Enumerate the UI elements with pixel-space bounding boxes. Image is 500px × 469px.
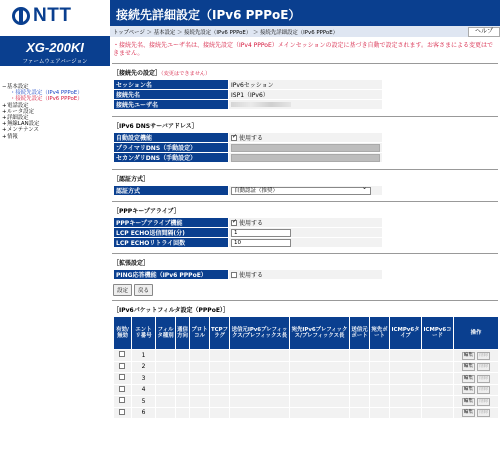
auth-method-select[interactable]: 自動認証（推奨） ⌄ bbox=[231, 187, 371, 195]
table-cell bbox=[422, 396, 454, 408]
delete-button[interactable]: 削除 bbox=[479, 352, 489, 358]
enable-checkbox[interactable] bbox=[119, 409, 125, 415]
table-row bbox=[114, 407, 499, 419]
table-cell bbox=[390, 373, 422, 385]
table-cell bbox=[230, 373, 290, 385]
main-content bbox=[110, 38, 500, 419]
primary-dns-label: プライマリDNS（手動設定） bbox=[114, 143, 229, 153]
table-row bbox=[114, 100, 383, 110]
entry-number: 4 bbox=[132, 384, 156, 396]
table-cell bbox=[156, 373, 176, 385]
edit-button[interactable]: 編集 bbox=[463, 375, 473, 381]
table-cell bbox=[176, 350, 190, 362]
expand-icon[interactable]: + bbox=[2, 108, 7, 115]
table-cell bbox=[290, 361, 350, 373]
table-cell bbox=[390, 407, 422, 419]
edit-button[interactable]: 編集 bbox=[463, 398, 473, 404]
auth-section-title: ［認証方式］ bbox=[113, 176, 150, 183]
column-header: TCPフラグ bbox=[210, 317, 230, 350]
expand-icon[interactable]: + bbox=[2, 127, 7, 134]
ping-response-label: PING応答機能（IPv6 PPPoE） bbox=[114, 270, 229, 280]
entry-number: 3 bbox=[132, 373, 156, 385]
table-row bbox=[114, 396, 499, 408]
table-row bbox=[114, 384, 499, 396]
connection-table bbox=[113, 79, 383, 110]
divider bbox=[112, 300, 498, 301]
table-cell bbox=[230, 384, 290, 396]
notice-text: ・接続先名、接続先ユーザ名は、接続先設定（IPv4 PPPoE）メインセッションの設定に基づき自動で設定されます。お客さまによる変更はできません。 bbox=[113, 42, 494, 57]
table-row bbox=[114, 228, 383, 238]
expand-icon[interactable]: + bbox=[2, 115, 7, 122]
table-cell bbox=[454, 350, 499, 362]
auth-method-cell bbox=[229, 186, 383, 196]
extended-table bbox=[113, 269, 383, 280]
set-button[interactable]: 設定 bbox=[113, 284, 132, 296]
divider bbox=[112, 201, 498, 202]
nav-item-label: 情報 bbox=[7, 133, 18, 140]
delete-button[interactable]: 削除 bbox=[479, 387, 489, 393]
table-cell bbox=[156, 384, 176, 396]
connection-title: ［接続先の設定］ bbox=[113, 70, 162, 77]
table-cell bbox=[290, 407, 350, 419]
table-cell bbox=[210, 361, 230, 373]
dns-auto-text: 使用する bbox=[239, 135, 264, 142]
redacted-username bbox=[231, 102, 291, 107]
ping-response-cell bbox=[229, 270, 383, 280]
keepalive-func-text: 使用する bbox=[239, 220, 264, 227]
nav-item-label: 基本設定 bbox=[7, 84, 29, 90]
table-cell bbox=[156, 361, 176, 373]
nav-item-label: ルータ設定 bbox=[7, 108, 34, 115]
table-cell bbox=[176, 361, 190, 373]
secondary-dns-input[interactable] bbox=[231, 154, 380, 162]
sidebar bbox=[0, 0, 110, 469]
table-cell bbox=[370, 373, 390, 385]
lcp-retry-label: LCP ECHOリトライ回数 bbox=[114, 238, 229, 248]
enable-checkbox[interactable] bbox=[119, 374, 125, 380]
firmware-version-label: ファームウェアバージョン bbox=[22, 59, 88, 65]
keepalive-table bbox=[113, 217, 383, 248]
keepalive-func-cell bbox=[229, 218, 383, 228]
action-buttons bbox=[110, 280, 500, 300]
enable-checkbox[interactable] bbox=[119, 386, 125, 392]
table-cell bbox=[350, 350, 370, 362]
edit-button[interactable]: 編集 bbox=[463, 364, 473, 370]
logo-text: NTT bbox=[33, 5, 72, 26]
column-header: 宛先ポート bbox=[370, 317, 390, 350]
entry-number: 6 bbox=[132, 407, 156, 419]
nav-item-label: 電話設定 bbox=[7, 102, 29, 109]
collapse-icon[interactable]: − bbox=[2, 84, 7, 90]
table-cell bbox=[230, 350, 290, 362]
lcp-retry-cell bbox=[229, 238, 383, 248]
entry-number: 2 bbox=[132, 361, 156, 373]
table-row bbox=[114, 270, 383, 280]
enable-checkbox[interactable] bbox=[119, 397, 125, 403]
table-cell bbox=[370, 361, 390, 373]
lcp-retry-input[interactable]: 10 bbox=[231, 239, 291, 247]
table-cell bbox=[190, 384, 210, 396]
column-header: 操作 bbox=[454, 317, 499, 350]
table-cell bbox=[190, 350, 210, 362]
table-cell bbox=[190, 396, 210, 408]
table-cell bbox=[114, 407, 132, 419]
keepalive-section bbox=[110, 206, 500, 248]
table-cell bbox=[114, 361, 132, 373]
table-row bbox=[114, 90, 383, 100]
table-cell bbox=[290, 384, 350, 396]
table-cell bbox=[114, 373, 132, 385]
column-header: ICMPv6タイプ bbox=[390, 317, 422, 350]
delete-button[interactable]: 削除 bbox=[479, 375, 489, 381]
divider bbox=[112, 169, 498, 170]
model-banner bbox=[0, 36, 110, 66]
lcp-interval-cell bbox=[229, 228, 383, 238]
connection-warn: （変更はできません） bbox=[161, 71, 211, 77]
auth-section bbox=[110, 174, 500, 196]
table-row bbox=[114, 133, 383, 143]
table-cell bbox=[290, 396, 350, 408]
table-cell bbox=[454, 373, 499, 385]
table-row bbox=[114, 218, 383, 228]
table-cell bbox=[350, 384, 370, 396]
table-cell bbox=[422, 407, 454, 419]
table-cell bbox=[390, 384, 422, 396]
table-cell bbox=[422, 350, 454, 362]
table-cell bbox=[156, 396, 176, 408]
bullet-icon: ・ bbox=[10, 96, 16, 103]
table-cell bbox=[230, 361, 290, 373]
table-cell bbox=[350, 407, 370, 419]
dns-table bbox=[113, 132, 383, 163]
table-row bbox=[114, 361, 499, 373]
edit-button[interactable]: 編集 bbox=[463, 387, 473, 393]
edit-button[interactable]: 編集 bbox=[463, 410, 473, 416]
table-cell bbox=[210, 384, 230, 396]
column-header: 送信元ポート bbox=[350, 317, 370, 350]
enable-checkbox[interactable] bbox=[119, 351, 125, 357]
table-cell bbox=[156, 407, 176, 419]
table-cell bbox=[370, 350, 390, 362]
table-cell bbox=[156, 350, 176, 362]
enable-checkbox[interactable] bbox=[119, 363, 125, 369]
table-cell bbox=[370, 384, 390, 396]
table-cell bbox=[210, 373, 230, 385]
table-cell bbox=[210, 396, 230, 408]
nav-item-label: 接続先設定（IPv6 PPPoE） bbox=[15, 96, 83, 103]
column-header: プロトコル bbox=[190, 317, 210, 350]
table-cell bbox=[422, 384, 454, 396]
primary-dns-cell bbox=[229, 143, 383, 153]
session-name-label: セッション名 bbox=[114, 80, 229, 90]
table-cell bbox=[210, 350, 230, 362]
help-button[interactable]: ヘルプ bbox=[468, 27, 500, 37]
expand-icon[interactable]: + bbox=[2, 102, 7, 109]
nav-item-label: メンテナンス bbox=[7, 127, 39, 134]
table-row bbox=[114, 350, 499, 362]
column-header: フィルタ種別 bbox=[156, 317, 176, 350]
column-header: 宛先IPv6プレフィックス/プレフィックス長 bbox=[290, 317, 350, 350]
table-cell bbox=[290, 350, 350, 362]
nav-tree bbox=[2, 84, 83, 140]
divider bbox=[112, 116, 498, 117]
table-row bbox=[114, 186, 383, 196]
table-cell bbox=[176, 384, 190, 396]
table-cell bbox=[114, 396, 132, 408]
table-cell bbox=[114, 350, 132, 362]
table-cell bbox=[190, 361, 210, 373]
connection-section-title bbox=[113, 68, 497, 77]
column-header: 送信元IPv6プレフィックス/プレフィックス長 bbox=[230, 317, 290, 350]
filter-header-row bbox=[114, 317, 499, 350]
page-header bbox=[110, 0, 500, 26]
column-header: エントリ番号 bbox=[132, 317, 156, 350]
keepalive-func-label: PPPキープアライブ機能 bbox=[114, 218, 229, 228]
edit-button[interactable]: 編集 bbox=[463, 352, 473, 358]
delete-button[interactable]: 削除 bbox=[479, 398, 489, 404]
connection-user-label: 接続先ユーザ名 bbox=[114, 100, 229, 110]
secondary-dns-cell bbox=[229, 153, 383, 163]
ntt-logo bbox=[0, 0, 110, 32]
secondary-dns-label: セカンダリDNS（手動設定） bbox=[114, 153, 229, 163]
ping-response-text: 使用する bbox=[239, 272, 264, 279]
table-cell bbox=[454, 396, 499, 408]
table-cell bbox=[454, 384, 499, 396]
lcp-interval-label: LCP ECHO送信間隔(分) bbox=[114, 228, 229, 238]
divider bbox=[112, 253, 498, 254]
table-cell bbox=[230, 396, 290, 408]
table-cell bbox=[422, 373, 454, 385]
keepalive-section-title: ［PPPキープアライブ］ bbox=[113, 208, 180, 215]
breadcrumb-bar bbox=[110, 26, 500, 37]
expand-icon[interactable]: + bbox=[2, 133, 7, 140]
dns-section bbox=[110, 121, 500, 163]
page-title: 接続先詳細設定（IPv6 PPPoE） bbox=[116, 8, 301, 22]
table-cell bbox=[454, 407, 499, 419]
nav-item-label: 詳細設定 bbox=[7, 115, 29, 122]
delete-button[interactable]: 削除 bbox=[479, 364, 489, 370]
table-row bbox=[114, 80, 383, 90]
table-row bbox=[114, 238, 383, 248]
dns-auto-label: 自動設定機能 bbox=[114, 133, 229, 143]
table-row bbox=[114, 153, 383, 163]
table-row bbox=[114, 373, 499, 385]
table-cell bbox=[290, 373, 350, 385]
table-cell bbox=[176, 373, 190, 385]
table-cell bbox=[350, 361, 370, 373]
filter-section bbox=[110, 305, 500, 314]
table-cell bbox=[190, 373, 210, 385]
table-cell bbox=[230, 407, 290, 419]
ping-response-checkbox[interactable] bbox=[231, 272, 237, 278]
table-cell bbox=[370, 407, 390, 419]
column-header: 通信方向 bbox=[176, 317, 190, 350]
connection-user-value bbox=[229, 100, 383, 110]
table-row bbox=[114, 143, 383, 153]
model-name: XG-200KI bbox=[26, 40, 84, 55]
filter-section-title: ［IPv6パケットフィルタ設定（PPPoE）］ bbox=[113, 307, 229, 314]
filter-table bbox=[113, 316, 499, 419]
back-button[interactable]: 戻る bbox=[134, 284, 153, 296]
lcp-interval-input[interactable]: 1 bbox=[231, 229, 291, 237]
column-header: 有効/無効 bbox=[114, 317, 132, 350]
dns-auto-checkbox[interactable] bbox=[231, 135, 237, 141]
breadcrumb[interactable]: トップページ ＞ 基本設定 ＞ 接続先設定（IPv6 PPPoE） ＞ 接続先詳細設定（IPv6 PPPoE） bbox=[113, 29, 338, 36]
connection-name-value: ISP1（IPv6） bbox=[229, 90, 383, 100]
auth-table bbox=[113, 185, 383, 196]
bullet-icon: ・ bbox=[10, 90, 16, 97]
nav-item-label: 接続先設定（IPv4 PPPoE） bbox=[15, 90, 83, 97]
entry-number: 5 bbox=[132, 396, 156, 408]
table-cell bbox=[422, 361, 454, 373]
nav-item-label: 無線LAN設定 bbox=[7, 121, 40, 128]
table-cell bbox=[390, 396, 422, 408]
auth-method-label: 認証方式 bbox=[114, 186, 229, 196]
connection-name-label: 接続先名 bbox=[114, 90, 229, 100]
table-cell bbox=[350, 396, 370, 408]
entry-number: 1 bbox=[132, 350, 156, 362]
delete-button[interactable]: 削除 bbox=[479, 410, 489, 416]
expand-icon[interactable]: + bbox=[2, 121, 7, 128]
table-cell bbox=[190, 407, 210, 419]
table-cell bbox=[210, 407, 230, 419]
table-cell bbox=[390, 361, 422, 373]
dns-auto-value bbox=[229, 133, 383, 143]
session-name-value: IPv6セッション bbox=[229, 80, 383, 90]
extended-section bbox=[110, 258, 500, 280]
table-cell bbox=[176, 396, 190, 408]
nav-item[interactable] bbox=[2, 134, 83, 140]
column-header: ICMPv6コード bbox=[422, 317, 454, 350]
ntt-logo-icon bbox=[12, 7, 30, 25]
dns-section-title: ［IPv6 DNSサーバアドレス］ bbox=[113, 123, 198, 130]
table-cell bbox=[390, 350, 422, 362]
table-cell bbox=[176, 407, 190, 419]
connection-section bbox=[110, 68, 500, 110]
keepalive-checkbox[interactable] bbox=[231, 220, 237, 226]
table-cell bbox=[114, 384, 132, 396]
table-cell bbox=[370, 396, 390, 408]
primary-dns-input[interactable] bbox=[231, 144, 380, 152]
table-cell bbox=[454, 361, 499, 373]
divider bbox=[112, 63, 498, 64]
extended-section-title: ［拡張設定］ bbox=[113, 260, 150, 267]
table-cell bbox=[350, 373, 370, 385]
